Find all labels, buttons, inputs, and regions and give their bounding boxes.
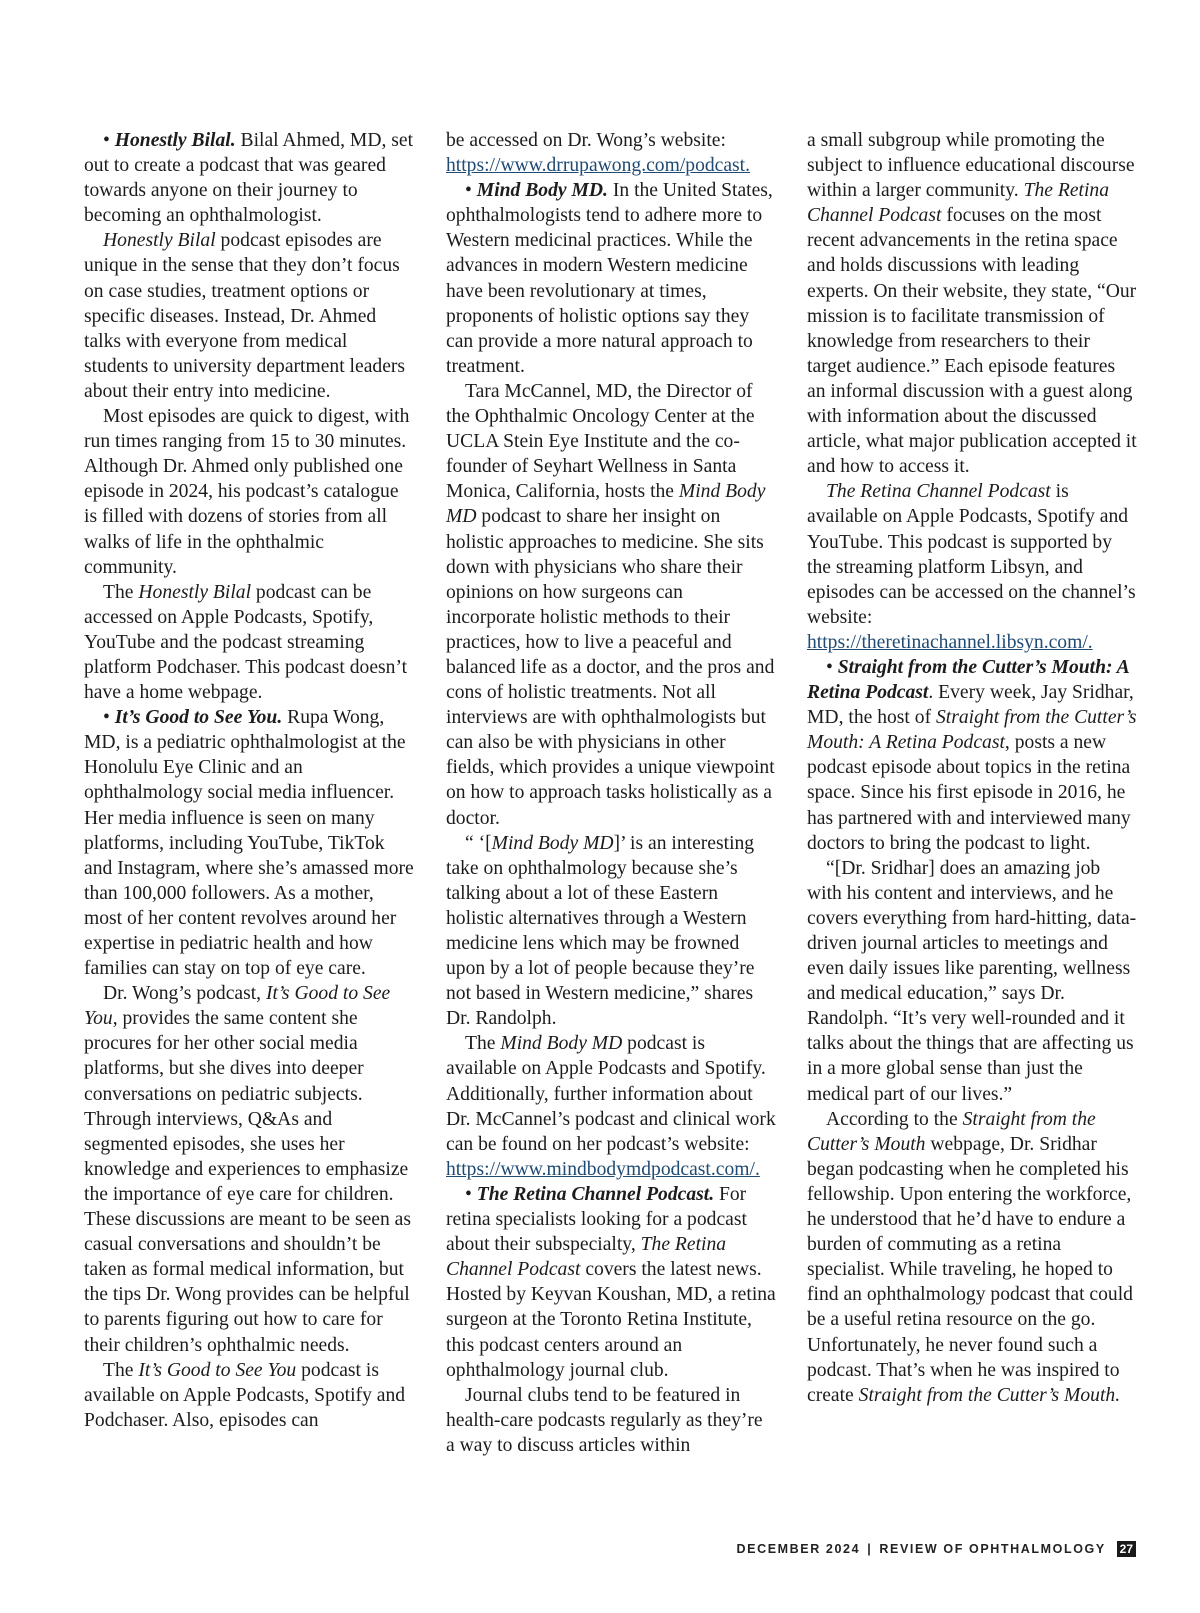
paragraph: The It’s Good to See You podcast is available on Apple Podcasts, Spotify and Podchaser. Also, episodes can	[84, 1359, 406, 1431]
paragraph: The Retina Channel Podcast is available on Apple Podcasts, Spotify and YouTube. This podcast is supported by the streaming platform Libsyn, and episodes can be accessed on the channel’s website: https://theretinachannel.libsyn.com/.	[807, 481, 1136, 653]
paragraph: a small subgroup while promoting the subject to influence educational discourse within a larger community. The Retina Channel Podcast focuses on the most recent advancements in the retina space and holds discussions with leading experts. On their website, they state, “Our mission is to facilitate transmission of knowledge from researchers to their target audience.” Each episode features an informal discussion with a guest along with information about the discussed article, what major publication accepted it and how to access it.	[807, 130, 1137, 478]
paragraph: Most episodes are quick to digest, with run times ranging from 15 to 30 minutes. Although Dr. Ahmed only published one episode in 2024, his podcast’s catalogue is filled with dozens of stories from all walks of life in the ophthalmic community.	[84, 406, 410, 578]
website-link[interactable]: https://www.mindbodymdpodcast.com/.	[446, 1158, 760, 1180]
paragraph: The Mind Body MD podcast is available on Apple Podcasts and Spotify. Additionally, further information about Dr. McCannel’s podcast and clinical work can be found on her podcast’s website: https://www.mindbodymdpodcast.com/.	[446, 1033, 776, 1180]
publication-name: REVIEW OF OPHTHALMOLOGY	[879, 1542, 1106, 1556]
website-link[interactable]: https://www.drrupawong.com/podcast.	[446, 155, 751, 177]
paragraph: According to the Straight from the Cutter’s Mouth webpage, Dr. Sridhar began podcasting when he completed his fellowship. Upon entering the workforce, he understood that he’d have to endure a burden of commuting as a retina specialist. While traveling, he hoped to find an ophthalmology podcast that could be a useful retina resource on the go. Unfortunately, he never found such a podcast. That’s when he was inspired to create Straight from the Cutter’s Mouth.	[807, 1108, 1133, 1406]
article-column-2	[446, 128, 776, 1458]
page-footer	[0, 1541, 1136, 1557]
paragraph: Journal clubs tend to be featured in health-care podcasts regularly as they’re a way to discuss articles within	[446, 1384, 763, 1456]
paragraph: • The Retina Channel Podcast. For retina specialists looking for a podcast about their subspecialty, The Retina Channel Podcast covers the latest news. Hosted by Keyvan Koushan, MD, a retina surgeon at the Toronto Retina Institute, this podcast centers around an ophthalmology journal club.	[446, 1183, 776, 1381]
paragraph: Honestly Bilal podcast episodes are unique in the sense that they don’t focus on case studies, treatment options or specific diseases. Instead, Dr. Ahmed talks with everyone from medical students to university department leaders about their entry into medicine.	[84, 230, 406, 402]
section-heading: Straight from the Cutter’s Mouth: A Retina Podcast	[807, 656, 1129, 704]
paragraph: “[Dr. Sridhar] does an amazing job with his content and interviews, and he covers everything from hard-hitting, data-driven journal articles to meetings and even daily issues like parenting, wellness and medical education,” says Dr. Randolph. “It’s very well-rounded and it talks about the things that are affecting us in a more global sense than just the medical part of our lives.”	[807, 857, 1137, 1105]
article-column-3	[807, 128, 1137, 1408]
paragraph: • Honestly Bilal. Bilal Ahmed, MD, set out to create a podcast that was geared towards anyone on their journey to becoming an ophthalmologist.	[84, 130, 414, 227]
paragraph: Tara McCannel, MD, the Director of the Ophthalmic Oncology Center at the UCLA Stein Eye Institute and the co-founder of Seyhart Wellness in Santa Monica, California, hosts the Mind Body MD podcast to share her insight on holistic approaches to medicine. She sits down with physicians who share their opinions on how surgeons can incorporate holistic methods to their practices, how to live a peaceful and balanced life as a doctor, and the pros and cons of holistic treatments. Not all interviews are with ophthalmologists but can also be with physicians in other fields, which provides a unique viewpoint on how to approach tasks holistically as a doctor.	[446, 380, 775, 829]
paragraph: Dr. Wong’s podcast, It’s Good to See You, provides the same content she procures for her other social media platforms, but she dives into deeper conversations on pediatric subjects. Through interviews, Q&As and segmented episodes, she uses her knowledge and experiences to emphasize the importance of eye care for children. These discussions are meant to be seen as casual conversations and shouldn’t be taken as formal medical information, but the tips Dr. Wong provides can be helpful to parents figuring out how to care for their children’s ophthalmic needs.	[84, 983, 412, 1356]
footer-separator: |	[867, 1542, 873, 1556]
section-heading: It’s Good to See You.	[114, 707, 283, 729]
page-number: 27	[1117, 1541, 1136, 1557]
paragraph: be accessed on Dr. Wong’s website: https://www.drrupawong.com/podcast.	[446, 130, 751, 177]
paragraph: The Honestly Bilal podcast can be accessed on Apple Podcasts, Spotify, YouTube and the podcast streaming platform Podchaser. This podcast doesn’t have a home webpage.	[84, 581, 408, 704]
website-link[interactable]: https://theretinachannel.libsyn.com/.	[807, 631, 1093, 653]
section-heading: Honestly Bilal.	[114, 130, 236, 151]
section-heading: Mind Body MD.	[476, 180, 608, 202]
issue-date: DECEMBER 2024	[736, 1542, 861, 1556]
section-heading: The Retina Channel Podcast.	[476, 1183, 715, 1205]
paragraph: “ ‘[Mind Body MD]’ is an interesting take on ophthalmology because she’s talking about a lot of these Eastern holistic alternatives through a Western medicine lens which may be frowned upon by a lot of people because they’re not based in Western medicine,” shares Dr. Randolph.	[446, 832, 755, 1030]
paragraph: • It’s Good to See You. Rupa Wong, MD, is a pediatric ophthalmologist at the Honolulu Eye Clinic and an ophthalmology social media influencer. Her media influence is seen on many platforms, including YouTube, TikTok and Instagram, where she’s amassed more than 100,000 followers. As a mother, most of her content revolves around her expertise in pediatric health and how families can stay on top of eye care.	[84, 707, 414, 980]
article-column-1	[84, 128, 414, 1433]
paragraph: • Straight from the Cutter’s Mouth: A Retina Podcast. Every week, Jay Sridhar, MD, the host of Straight from the Cutter’s Mouth: A Retina Podcast, posts a new podcast episode about topics in the retina space. Since his first episode in 2016, he has partnered with and interviewed many doctors to bring the podcast to light.	[807, 656, 1137, 854]
paragraph: • Mind Body MD. In the United States, ophthalmologists tend to adhere more to Western medicinal practices. While the advances in modern Western medicine have been revolutionary at times, proponents of holistic options say they can provide a more natural approach to treatment.	[446, 180, 773, 377]
